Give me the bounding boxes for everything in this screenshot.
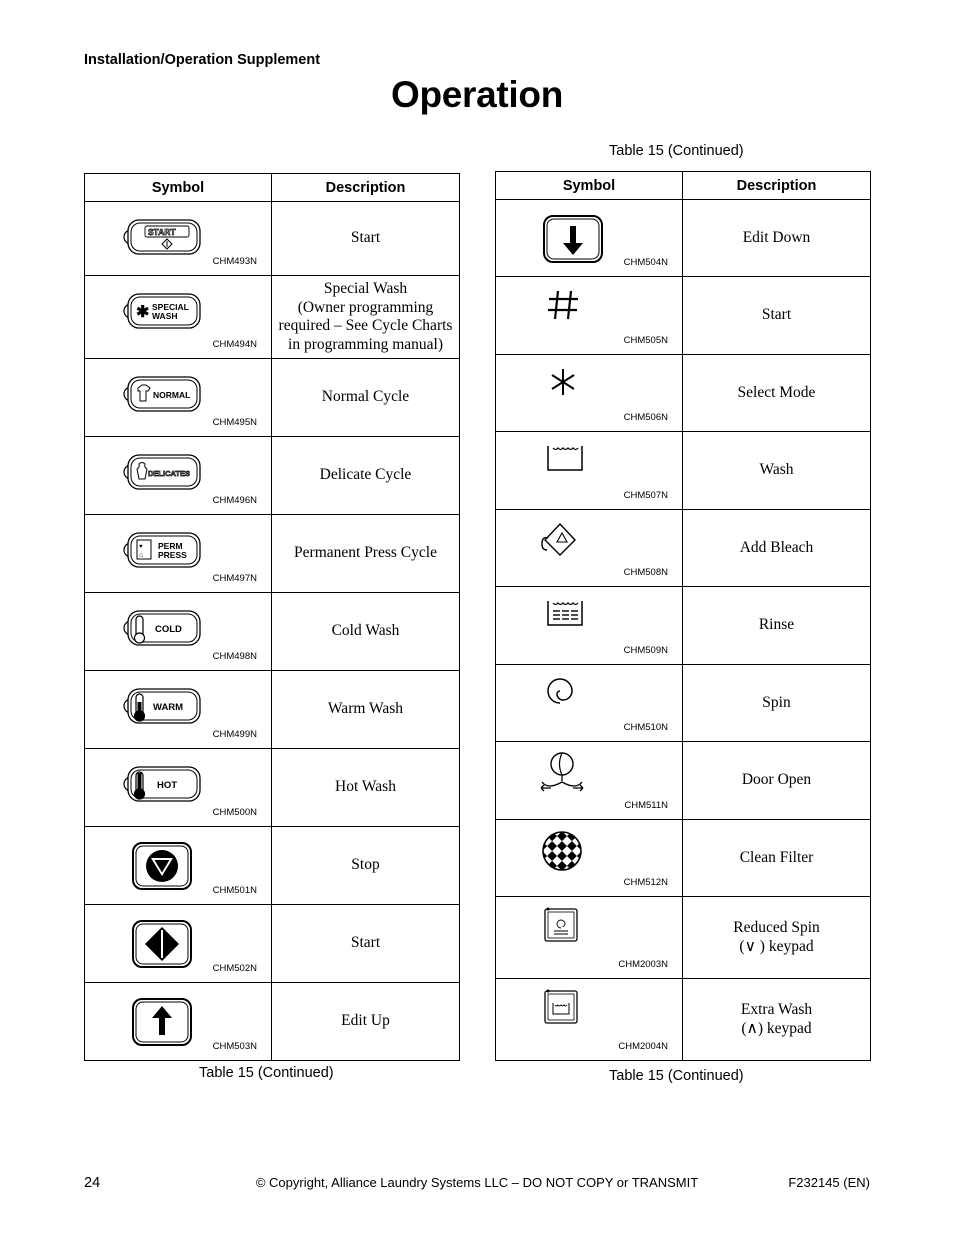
figure-code: CHM497N	[212, 573, 257, 584]
description-cell	[683, 510, 871, 587]
svg-text:NORMAL: NORMAL	[153, 390, 191, 400]
svg-text:✱: ✱	[136, 304, 150, 321]
description-cell	[683, 587, 871, 665]
description-text: Extra Wash (∧) keypad	[740, 1001, 813, 1037]
figure-code: CHM512N	[623, 877, 668, 888]
svg-text:PRESS: PRESS	[158, 550, 187, 560]
figure-code: CHM507N	[623, 490, 668, 501]
description-text: Stop	[351, 856, 380, 874]
symbol-cell	[496, 742, 683, 820]
description-text: Spin	[762, 693, 791, 711]
description-text: Edit Up	[341, 1012, 390, 1030]
symbol-cell	[496, 665, 683, 742]
description-cell	[272, 276, 460, 359]
symbol-cell	[496, 587, 683, 665]
symbol-cell	[496, 510, 683, 587]
description-cell	[683, 277, 871, 355]
table-row	[496, 200, 871, 277]
description-cell	[272, 437, 460, 515]
symbol-cell	[85, 671, 272, 749]
symbol-cell	[496, 897, 683, 979]
symbol-cell	[496, 355, 683, 432]
figure-code: CHM509N	[623, 645, 668, 656]
description-cell	[272, 593, 460, 671]
figure-code: CHM500N	[212, 807, 257, 818]
symbol-column-header: Symbol	[496, 172, 683, 200]
page-number: 24	[84, 1175, 101, 1191]
description-text: Warm Wash	[327, 700, 404, 718]
left-symbol-table	[84, 173, 460, 1061]
table-row	[496, 355, 871, 432]
description-cell	[272, 202, 460, 276]
svg-text:HOT: HOT	[157, 780, 178, 791]
description-text: Cold Wash	[331, 622, 400, 640]
description-cell	[683, 742, 871, 820]
table-row	[85, 827, 460, 905]
description-cell	[272, 749, 460, 827]
document-id: F232145 (EN)	[788, 1175, 870, 1190]
right-table-caption-top: Table 15 (Continued)	[609, 143, 744, 159]
table-row	[496, 587, 871, 665]
symbol-cell	[85, 359, 272, 437]
figure-code: CHM506N	[623, 412, 668, 423]
description-cell	[683, 432, 871, 510]
description-text: Hot Wash	[335, 778, 396, 796]
figure-code: CHM503N	[212, 1041, 257, 1052]
description-cell	[272, 905, 460, 983]
description-text: Special Wash (Owner programming required – See Cycle Charts in programming manual)	[278, 280, 453, 353]
symbol-cell	[85, 983, 272, 1061]
table-row	[85, 983, 460, 1061]
symbol-cell	[85, 593, 272, 671]
svg-text:DELICATES: DELICATES	[148, 469, 190, 478]
figure-code: CHM498N	[212, 651, 257, 662]
description-column-header: Description	[683, 172, 871, 200]
svg-text:SPECIAL: SPECIAL	[152, 302, 189, 312]
left-table-caption-bottom: Table 15 (Continued)	[199, 1065, 334, 1081]
figure-code: CHM511N	[624, 800, 668, 811]
figure-code: CHM495N	[212, 417, 257, 428]
right-table-caption-bottom: Table 15 (Continued)	[609, 1068, 744, 1084]
symbol-cell	[85, 905, 272, 983]
description-text: Normal Cycle	[321, 388, 410, 406]
figure-code: CHM505N	[623, 335, 668, 346]
description-cell	[272, 359, 460, 437]
description-cell	[683, 355, 871, 432]
table-row	[85, 671, 460, 749]
description-cell	[272, 983, 460, 1061]
description-text: Edit Down	[742, 228, 811, 246]
description-text: Start	[350, 229, 381, 247]
description-text: Delicate Cycle	[319, 466, 412, 484]
symbol-column-header: Symbol	[85, 174, 272, 202]
figure-code: CHM501N	[212, 885, 257, 896]
figure-code: CHM502N	[212, 963, 257, 974]
table-row	[85, 749, 460, 827]
svg-text:WARM: WARM	[153, 702, 184, 713]
description-cell	[683, 897, 871, 979]
description-cell	[272, 671, 460, 749]
symbol-cell	[496, 432, 683, 510]
description-cell	[683, 200, 871, 277]
figure-code: CHM2004N	[618, 1041, 668, 1052]
table-row	[85, 437, 460, 515]
description-text: Reduced Spin (∨ ) keypad	[733, 919, 820, 955]
figure-code: CHM496N	[212, 495, 257, 506]
table-row	[496, 277, 871, 355]
description-column-header: Description	[272, 174, 460, 202]
table-row	[85, 276, 460, 359]
svg-text:WASH: WASH	[152, 311, 178, 321]
description-text: Add Bleach	[739, 538, 814, 556]
table-row	[496, 979, 871, 1061]
figure-code: CHM494N	[212, 339, 257, 350]
symbol-cell	[496, 820, 683, 897]
description-cell	[272, 515, 460, 593]
symbol-cell	[85, 202, 272, 276]
figure-code: CHM504N	[623, 257, 668, 268]
symbol-cell	[496, 979, 683, 1061]
symbol-cell	[85, 276, 272, 359]
symbol-cell	[85, 749, 272, 827]
description-text: Start	[350, 934, 381, 952]
table-row	[496, 820, 871, 897]
table-row	[85, 202, 460, 276]
description-cell	[683, 820, 871, 897]
symbol-cell	[85, 437, 272, 515]
right-symbol-table	[495, 171, 871, 1061]
svg-text:START: START	[148, 227, 176, 237]
description-cell	[683, 665, 871, 742]
description-text: Select Mode	[737, 383, 816, 401]
table-row	[496, 510, 871, 587]
table-row	[85, 359, 460, 437]
svg-text:⌂: ⌂	[139, 552, 144, 559]
description-text: Door Open	[741, 771, 812, 789]
symbol-cell	[496, 277, 683, 355]
table-row	[85, 905, 460, 983]
table-row	[496, 665, 871, 742]
symbol-cell	[85, 515, 272, 593]
table-row	[85, 593, 460, 671]
table-row	[85, 515, 460, 593]
symbol-cell	[85, 827, 272, 905]
figure-code: CHM493N	[212, 256, 257, 267]
table-row	[496, 742, 871, 820]
figure-code: CHM499N	[212, 729, 257, 740]
description-text: Start	[761, 306, 792, 324]
svg-text:COLD: COLD	[155, 624, 182, 635]
copyright-notice: © Copyright, Alliance Laundry Systems LLC – DO NOT COPY or TRANSMIT	[255, 1175, 699, 1190]
description-text: Rinse	[758, 616, 795, 634]
svg-text:♥: ♥	[139, 544, 143, 550]
description-text: Permanent Press Cycle	[294, 544, 437, 562]
figure-code: CHM508N	[623, 567, 668, 578]
description-cell	[683, 979, 871, 1061]
figure-code: CHM2003N	[618, 959, 668, 970]
figure-code: CHM510N	[623, 722, 668, 733]
table-row	[496, 897, 871, 979]
symbol-cell	[496, 200, 683, 277]
section-header: Installation/Operation Supplement	[84, 52, 321, 68]
page-title: Operation	[390, 74, 564, 115]
table-row	[496, 432, 871, 510]
svg-text:PERM: PERM	[158, 541, 183, 551]
description-cell	[272, 827, 460, 905]
description-text: Clean Filter	[739, 848, 814, 866]
description-text: Wash	[759, 461, 794, 479]
